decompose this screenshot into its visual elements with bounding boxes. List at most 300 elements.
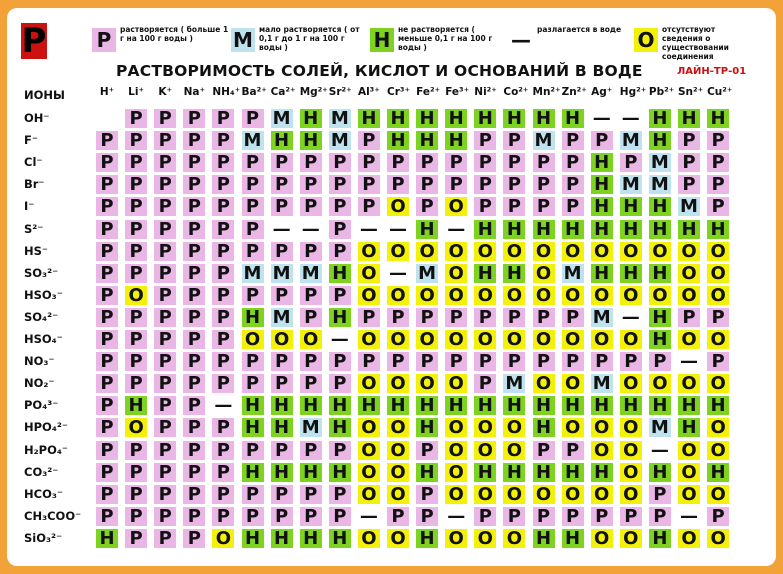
solubility-cell: Р <box>300 308 322 327</box>
solubility-cell: Н <box>474 220 496 239</box>
solubility-cell: Р <box>183 131 205 150</box>
solubility-cell: М <box>533 131 555 150</box>
cation-header: Ca²⁺ <box>270 86 296 98</box>
solubility-cell: Р <box>591 507 613 526</box>
solubility-cell: О <box>387 441 409 460</box>
solubility-cell: Р <box>242 374 264 393</box>
solubility-cell: Р <box>445 352 467 371</box>
solubility-cell: Р <box>445 308 467 327</box>
solubility-cell: — <box>447 505 466 527</box>
solubility-cell: О <box>620 463 642 482</box>
solubility-cell: — <box>359 505 378 527</box>
solubility-cell: Р <box>212 418 234 437</box>
solubility-cell: Н <box>678 109 700 128</box>
solubility-cell: Н <box>591 463 613 482</box>
solubility-cell: Н <box>329 418 351 437</box>
solubility-cell: Р <box>183 507 205 526</box>
solubility-cell: Н <box>416 220 438 239</box>
solubility-cell: О <box>445 418 467 437</box>
solubility-cell: О <box>562 286 584 305</box>
solubility-cell: Р <box>707 197 729 216</box>
solubility-cell: Р <box>125 264 147 283</box>
solubility-cell: Р <box>96 242 118 261</box>
solubility-cell: М <box>678 197 700 216</box>
solubility-cell: Р <box>242 197 264 216</box>
solubility-cell: Р <box>96 352 118 371</box>
solubility-cell: Р <box>300 507 322 526</box>
anion-label: F⁻ <box>24 133 38 148</box>
solubility-cell: О <box>707 286 729 305</box>
solubility-cell: Р <box>125 153 147 172</box>
solubility-cell: О <box>707 529 729 548</box>
solubility-cell: Р <box>329 175 351 194</box>
solubility-cell: Н <box>474 463 496 482</box>
cation-header: Zn²⁺ <box>561 86 587 98</box>
solubility-cell: О <box>445 529 467 548</box>
solubility-cell: О <box>678 330 700 349</box>
solubility-cell: Р <box>329 220 351 239</box>
legend-symbol: Р <box>92 28 116 52</box>
solubility-cell: О <box>387 529 409 548</box>
solubility-cell: О <box>416 286 438 305</box>
solubility-cell: О <box>387 197 409 216</box>
solubility-cell: Р <box>183 153 205 172</box>
solubility-cell: О <box>271 330 293 349</box>
solubility-cell: Р <box>125 330 147 349</box>
solubility-cell: Р <box>242 220 264 239</box>
solubility-cell: Р <box>329 485 351 504</box>
solubility-cell: Р <box>474 374 496 393</box>
cation-header: Fe²⁺ <box>416 86 441 98</box>
solubility-cell: О <box>445 197 467 216</box>
solubility-cell: Н <box>445 131 467 150</box>
anion-label: HPO₄²⁻ <box>24 420 68 435</box>
solubility-cell: Р <box>183 330 205 349</box>
solubility-cell: Р <box>96 330 118 349</box>
solubility-cell: Р <box>242 441 264 460</box>
anion-label: Cl⁻ <box>24 155 43 170</box>
solubility-cell: О <box>620 485 642 504</box>
solubility-cell: О <box>649 286 671 305</box>
solubility-cell: Р <box>154 463 176 482</box>
solubility-cell: Н <box>562 109 584 128</box>
solubility-cell: Р <box>707 507 729 526</box>
solubility-cell: Р <box>242 175 264 194</box>
solubility-cell: Р <box>678 175 700 194</box>
solubility-cell: Р <box>212 463 234 482</box>
solubility-cell: О <box>474 330 496 349</box>
anion-label: SiO₃²⁻ <box>24 530 63 545</box>
solubility-cell: Н <box>416 131 438 150</box>
solubility-cell: Р <box>96 197 118 216</box>
solubility-cell: Р <box>387 153 409 172</box>
solubility-cell: О <box>620 418 642 437</box>
solubility-cell: О <box>591 529 613 548</box>
solubility-cell: Р <box>271 175 293 194</box>
solubility-cell: Р <box>96 463 118 482</box>
solubility-cell: О <box>620 529 642 548</box>
solubility-cell: Р <box>329 286 351 305</box>
solubility-cell: Р <box>416 308 438 327</box>
solubility-cell: М <box>620 131 642 150</box>
solubility-cell: О <box>358 286 380 305</box>
solubility-cell: О <box>678 286 700 305</box>
solubility-cell: Р <box>707 175 729 194</box>
solubility-cell: — <box>389 262 407 284</box>
solubility-cell: Р <box>212 507 234 526</box>
solubility-cell: Р <box>503 352 525 371</box>
solubility-cell: Н <box>649 197 671 216</box>
solubility-cell: Р <box>503 308 525 327</box>
cation-header: Pb²⁺ <box>648 86 675 98</box>
solubility-cell: Р <box>125 352 147 371</box>
solubility-cell: Р <box>503 197 525 216</box>
solubility-cell: Р <box>678 153 700 172</box>
solubility-cell: М <box>271 264 293 283</box>
solubility-cell: М <box>329 109 351 128</box>
legend-symbol: — <box>511 28 531 52</box>
solubility-cell: Н <box>707 220 729 239</box>
solubility-cell: Р <box>271 286 293 305</box>
solubility-cell: Н <box>271 418 293 437</box>
solubility-cell: О <box>416 374 438 393</box>
solubility-cell: Р <box>533 175 555 194</box>
solubility-cell: Р <box>300 197 322 216</box>
solubility-cell: — <box>389 218 407 240</box>
solubility-cell: Н <box>620 197 642 216</box>
solubility-cell: О <box>707 485 729 504</box>
legend-text: отсутствуют сведения о существовании соединения <box>662 25 729 61</box>
solubility-cell: О <box>474 529 496 548</box>
page-title: РАСТВОРИМОСТЬ СОЛЕЙ, КИСЛОТ И ОСНОВАНИЙ В ВОДЕ <box>116 62 643 80</box>
solubility-cell: Р <box>96 507 118 526</box>
solubility-cell: Р <box>154 507 176 526</box>
solubility-cell: Р <box>125 507 147 526</box>
solubility-cell: Р <box>533 507 555 526</box>
solubility-cell: Р <box>271 153 293 172</box>
solubility-cell: О <box>591 441 613 460</box>
solubility-cell: Н <box>562 529 584 548</box>
solubility-cell: Н <box>649 463 671 482</box>
solubility-cell: Р <box>242 507 264 526</box>
solubility-cell: Н <box>649 396 671 415</box>
solubility-cell: Р <box>474 308 496 327</box>
solubility-cell: О <box>678 441 700 460</box>
solubility-cell: Р <box>96 396 118 415</box>
solubility-cell: — <box>650 439 669 461</box>
solubility-cell: О <box>503 330 525 349</box>
solubility-cell: О <box>387 374 409 393</box>
cation-header: Li⁺ <box>128 86 145 98</box>
anion-label: PO₄³⁻ <box>24 398 59 413</box>
solubility-cell: Р <box>154 153 176 172</box>
solubility-cell: Р <box>183 308 205 327</box>
solubility-cell: Р <box>358 308 380 327</box>
solubility-cell: Р <box>242 109 264 128</box>
solubility-cell: Н <box>707 109 729 128</box>
solubility-cell: Р <box>533 153 555 172</box>
solubility-cell: — <box>680 351 698 373</box>
solubility-cell: — <box>447 218 466 240</box>
solubility-cell: О <box>649 242 671 261</box>
solubility-cell: О <box>620 374 642 393</box>
solubility-cell: Р <box>358 131 380 150</box>
solubility-cell: Н <box>678 418 700 437</box>
solubility-cell: Р <box>183 242 205 261</box>
solubility-cell: О <box>707 418 729 437</box>
solubility-cell: Р <box>212 485 234 504</box>
solubility-cell: Р <box>154 418 176 437</box>
solubility-cell: Р <box>96 374 118 393</box>
solubility-cell: О <box>300 330 322 349</box>
solubility-cell: О <box>387 330 409 349</box>
solubility-cell: Р <box>212 175 234 194</box>
solubility-cell: Р <box>329 153 351 172</box>
solubility-cell: О <box>358 374 380 393</box>
solubility-cell: О <box>678 264 700 283</box>
solubility-cell: Н <box>533 418 555 437</box>
solubility-cell: Р <box>183 352 205 371</box>
solubility-cell: Р <box>96 485 118 504</box>
solubility-cell: Р <box>212 242 234 261</box>
solubility-cell: Н <box>503 396 525 415</box>
solubility-cell: М <box>591 308 613 327</box>
solubility-cell: М <box>242 264 264 283</box>
solubility-cell: Н <box>562 463 584 482</box>
solubility-cell: Н <box>271 396 293 415</box>
solubility-cell: Р <box>329 242 351 261</box>
solubility-cell: Р <box>96 286 118 305</box>
solubility-cell: Н <box>242 529 264 548</box>
solubility-cell: Н <box>649 264 671 283</box>
solubility-cell: Р <box>300 441 322 460</box>
solubility-cell: Н <box>533 529 555 548</box>
solubility-cell: О <box>387 242 409 261</box>
solubility-cell: Р <box>474 352 496 371</box>
solubility-cell: Р <box>183 197 205 216</box>
solubility-cell: Р <box>707 308 729 327</box>
solubility-cell: Р <box>445 153 467 172</box>
legend-symbol: Н <box>370 28 394 52</box>
solubility-cell: О <box>620 330 642 349</box>
anion-label: CH₃COO⁻ <box>24 508 82 523</box>
anion-label: S²⁻ <box>24 221 44 236</box>
solubility-cell: Р <box>358 175 380 194</box>
solubility-cell: Н <box>562 220 584 239</box>
solubility-cell: Н <box>300 109 322 128</box>
solubility-cell: — <box>359 218 378 240</box>
solubility-cell: Н <box>649 131 671 150</box>
legend-text: не растворяется ( меньше 0,1 г на 100 г воды ) <box>398 25 493 52</box>
solubility-cell: Р <box>562 131 584 150</box>
solubility-cell: Н <box>707 463 729 482</box>
solubility-cell: О <box>474 242 496 261</box>
solubility-cell: Р <box>416 197 438 216</box>
solubility-cell: Н <box>358 396 380 415</box>
solubility-cell: О <box>503 242 525 261</box>
solubility-cell: О <box>620 441 642 460</box>
solubility-cell: Р <box>154 131 176 150</box>
anion-label: H₂PO₄⁻ <box>24 442 68 457</box>
solubility-cell: Р <box>271 197 293 216</box>
solubility-cell: Р <box>212 308 234 327</box>
solubility-cell: — <box>621 306 640 328</box>
solubility-cell: Н <box>503 220 525 239</box>
solubility-cell: Р <box>387 507 409 526</box>
solubility-cell: Р <box>562 197 584 216</box>
solubility-cell: М <box>562 264 584 283</box>
solubility-cell: О <box>445 463 467 482</box>
cation-header: Ba²⁺ <box>241 86 267 98</box>
solubility-cell: Р <box>125 308 147 327</box>
solubility-cell: Р <box>212 352 234 371</box>
solubility-cell: Р <box>125 463 147 482</box>
solubility-cell: Р <box>212 131 234 150</box>
solubility-cell: Н <box>329 396 351 415</box>
solubility-cell: Н <box>271 529 293 548</box>
anion-label: SO₃²⁻ <box>24 265 59 280</box>
solubility-cell: О <box>678 485 700 504</box>
solubility-cell: Р <box>416 352 438 371</box>
solubility-cell: Н <box>649 330 671 349</box>
solubility-cell: Р <box>212 153 234 172</box>
solubility-cell: Р <box>300 242 322 261</box>
solubility-cell: Н <box>678 220 700 239</box>
solubility-cell: М <box>649 418 671 437</box>
solubility-cell: О <box>503 418 525 437</box>
solubility-cell: Р <box>271 485 293 504</box>
solubility-cell: О <box>445 286 467 305</box>
solubility-cell: О <box>533 374 555 393</box>
solubility-cell: Р <box>533 352 555 371</box>
solubility-cell: Р <box>212 374 234 393</box>
solubility-cell: Н <box>503 264 525 283</box>
solubility-cell: Р <box>271 507 293 526</box>
solubility-cell: Н <box>329 463 351 482</box>
solubility-cell: Н <box>591 264 613 283</box>
solubility-cell: Н <box>474 264 496 283</box>
solubility-cell: Н <box>416 529 438 548</box>
solubility-cell: Р <box>329 441 351 460</box>
solubility-cell: Р <box>154 264 176 283</box>
solubility-cell: Р <box>183 220 205 239</box>
solubility-cell: Р <box>96 131 118 150</box>
solubility-cell: О <box>445 485 467 504</box>
solubility-cell: Р <box>445 175 467 194</box>
solubility-cell: О <box>678 374 700 393</box>
solubility-cell: О <box>445 242 467 261</box>
solubility-cell: Р <box>154 374 176 393</box>
solubility-cell: О <box>591 242 613 261</box>
solubility-cell: О <box>707 330 729 349</box>
solubility-cell: Р <box>503 153 525 172</box>
solubility-cell: О <box>533 286 555 305</box>
solubility-cell: Р <box>154 396 176 415</box>
solubility-cell: О <box>358 463 380 482</box>
solubility-cell: Р <box>533 197 555 216</box>
solubility-cell: Р <box>242 485 264 504</box>
solubility-cell: Р <box>271 352 293 371</box>
solubility-cell: О <box>387 485 409 504</box>
solubility-cell: Р <box>503 131 525 150</box>
solubility-cell: Н <box>329 308 351 327</box>
solubility-cell: О <box>474 485 496 504</box>
anion-label: HCO₃⁻ <box>24 486 63 501</box>
solubility-cell: Н <box>271 131 293 150</box>
solubility-cell: М <box>300 264 322 283</box>
legend-text: мало растворяется ( от 0,1 г до 1 г на 100 г воды ) <box>259 25 360 52</box>
solubility-cell: Р <box>474 153 496 172</box>
solubility-cell: М <box>242 131 264 150</box>
solubility-cell: Н <box>329 529 351 548</box>
solubility-cell: О <box>678 242 700 261</box>
solubility-cell: О <box>678 529 700 548</box>
solubility-cell: Р <box>707 352 729 371</box>
solubility-cell: О <box>591 286 613 305</box>
cation-header: NH₄⁺ <box>212 86 241 98</box>
solubility-cell: М <box>620 175 642 194</box>
solubility-cell: Р <box>416 485 438 504</box>
solubility-cell: Н <box>300 131 322 150</box>
solubility-cell: Р <box>300 153 322 172</box>
solubility-cell: О <box>649 374 671 393</box>
cation-header: Mn²⁺ <box>532 86 561 98</box>
solubility-cell: О <box>533 264 555 283</box>
solubility-cell: Р <box>212 330 234 349</box>
anion-label: HSO₄⁻ <box>24 332 63 346</box>
solubility-cell: Р <box>649 507 671 526</box>
cation-header: Ni²⁺ <box>474 86 497 98</box>
solubility-cell: Н <box>591 396 613 415</box>
solubility-cell: Р <box>212 441 234 460</box>
solubility-cell: Р <box>154 330 176 349</box>
solubility-cell: Н <box>416 109 438 128</box>
solubility-cell: М <box>329 131 351 150</box>
solubility-cell: Р <box>329 374 351 393</box>
solubility-cell: Н <box>416 463 438 482</box>
solubility-cell: О <box>474 418 496 437</box>
solubility-cell: Р <box>562 175 584 194</box>
solubility-cell: Н <box>271 463 293 482</box>
cation-header: Co²⁺ <box>503 86 529 98</box>
solubility-cell: Н <box>445 109 467 128</box>
solubility-cell: О <box>503 485 525 504</box>
solubility-cell: Н <box>242 418 264 437</box>
solubility-cell: Н <box>620 396 642 415</box>
solubility-cell: Р <box>183 396 205 415</box>
solubility-cell: Р <box>125 197 147 216</box>
solubility-cell: Р <box>678 131 700 150</box>
solubility-cell: О <box>358 264 380 283</box>
solubility-cell: Н <box>620 220 642 239</box>
solubility-cell: М <box>416 264 438 283</box>
solubility-cell: О <box>358 418 380 437</box>
solubility-cell: Р <box>474 175 496 194</box>
solubility-cell: Р <box>649 352 671 371</box>
solubility-cell: Р <box>591 352 613 371</box>
solubility-cell: Р <box>212 109 234 128</box>
solubility-cell: Р <box>503 507 525 526</box>
solubility-cell: О <box>358 441 380 460</box>
solubility-cell: Р <box>183 463 205 482</box>
solubility-cell: Н <box>300 529 322 548</box>
solubility-cell: Р <box>358 153 380 172</box>
solubility-cell: Р <box>474 131 496 150</box>
solubility-cell: Р <box>125 220 147 239</box>
solubility-cell: О <box>707 264 729 283</box>
solubility-cell: Р <box>125 242 147 261</box>
solubility-cell: Р <box>183 529 205 548</box>
